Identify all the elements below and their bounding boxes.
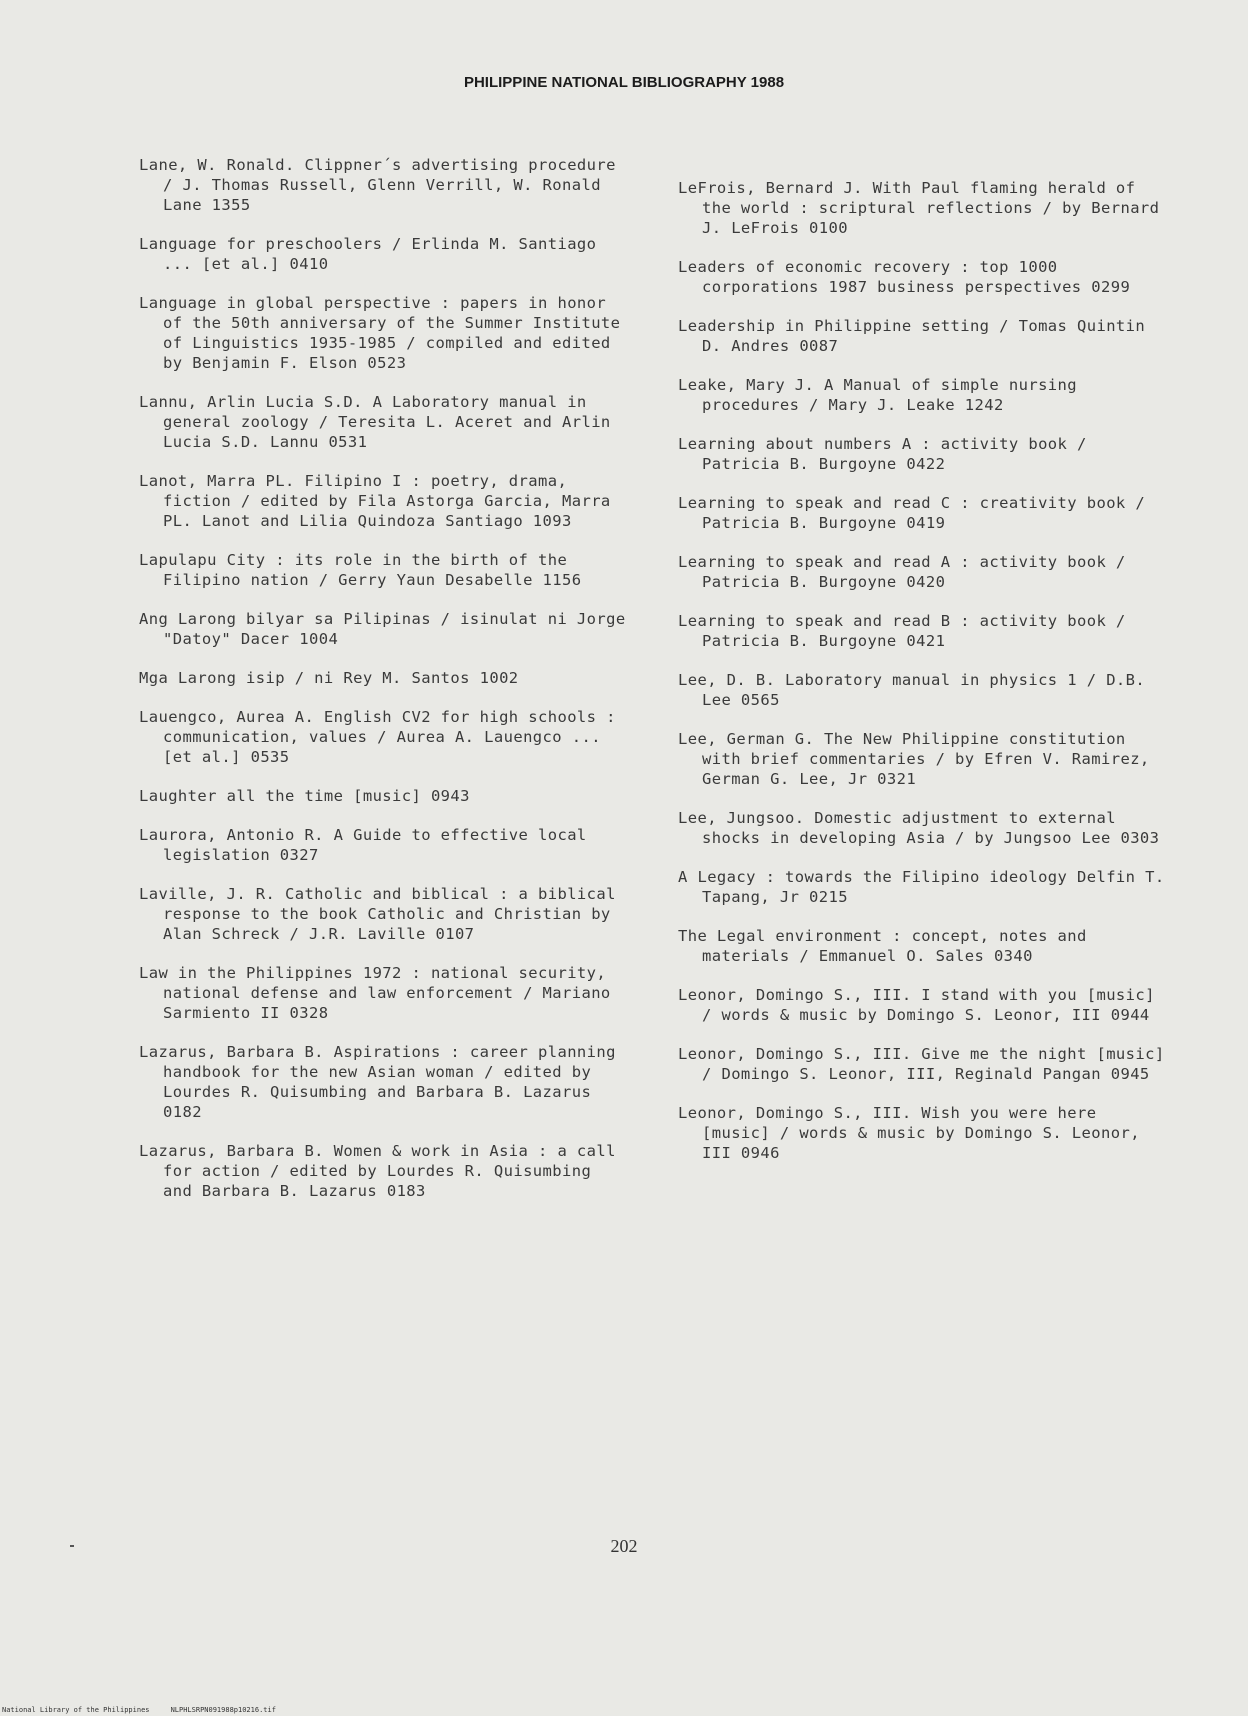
right-column [678,178,1168,1182]
bibliography-entry: Leonor, Domingo S., III. I stand with you [music] / words & music by Domingo S. Leonor, III 0944 [678,986,1155,1024]
left-column [139,155,629,1220]
scan-credit: National Library of the Philippines NLPHLSRPN091988p10216.tif [2,1706,276,1714]
bibliography-entry: Language in global perspective : papers in honor of the 50th anniversary of the Summer Institute of Linguistics 1935-1985 / compiled and edited by Benjamin F. Elson 0523 [139,294,621,372]
bibliography-entry: Laughter all the time [music] 0943 [139,787,470,805]
bibliography-entry: Leonor, Domingo S., III. Give me the night [music] / Domingo S. Leonor, III, Reginald Pangan 0945 [678,1045,1165,1083]
bibliography-entry: The Legal environment : concept, notes and materials / Emmanuel O. Sales 0340 [678,927,1087,965]
bibliography-entry: Learning about numbers A : activity book / Patricia B. Burgoyne 0422 [678,435,1087,473]
bibliography-entry: Lanot, Marra PL. Filipino I : poetry, drama, fiction / edited by Fila Astorga Garcia, Marra PL. Lanot and Lilia Quindoza Santiago 1093 [139,472,611,530]
page-number: 202 [610,1536,638,1556]
bibliography-entry: Leonor, Domingo S., III. Wish you were here [music] / words & music by Domingo S. Leonor, III 0946 [678,1104,1140,1162]
bibliography-entry: Learning to speak and read B : activity book / Patricia B. Burgoyne 0421 [678,612,1126,650]
bibliography-entry: LeFrois, Bernard J. With Paul flaming herald of the world : scriptural reflections / by Bernard J. LeFrois 0100 [678,179,1160,237]
bibliography-entry: Ang Larong bilyar sa Pilipinas / isinulat ni Jorge "Datoy" Dacer 1004 [139,610,626,648]
bibliography-entry: Lazarus, Barbara B. Aspirations : career planning handbook for the new Asian woman / edited by Lourdes R. Quisumbing and Barbara B. Lazarus 0182 [139,1043,616,1121]
bibliography-entry: Learning to speak and read A : activity book / Patricia B. Burgoyne 0420 [678,553,1126,591]
bibliography-entry: A Legacy : towards the Filipino ideology Delfin T. Tapang, Jr 0215 [678,868,1165,906]
bibliography-entry: Law in the Philippines 1972 : national security, national defense and law enforcement / Mariano Sarmiento II 0328 [139,964,611,1022]
bibliography-entry: Leaders of economic recovery : top 1000 corporations 1987 business perspectives 0299 [678,258,1131,296]
bibliography-entry: Lane, W. Ronald. Clippner´s advertising procedure / J. Thomas Russell, Glenn Verrill, W. Ronald Lane 1355 [139,156,616,214]
bibliography-entry: Lee, Jungsoo. Domestic adjustment to external shocks in developing Asia / by Jungsoo Lee 0303 [678,809,1160,847]
bibliography-entry: Leadership in Philippine setting / Tomas Quintin D. Andres 0087 [678,317,1146,355]
bibliography-entry: Laurora, Antonio R. A Guide to effective local legislation 0327 [139,826,587,864]
bibliography-entry: Lazarus, Barbara B. Women & work in Asia : a call for action / edited by Lourdes R. Quisumbing and Barbara B. Lazarus 0183 [139,1142,616,1200]
bibliography-entry: Learning to speak and read C : creativity book / Patricia B. Burgoyne 0419 [678,494,1146,532]
bibliography-entry: Lauengco, Aurea A. English CV2 for high schools : communication, values / Aurea A. Lauengco ... [et al.] 0535 [139,708,616,766]
bibliography-entry: Lannu, Arlin Lucia S.D. A Laboratory manual in general zoology / Teresita L. Aceret and Arlin Lucia S.D. Lannu 0531 [139,393,611,451]
bibliography-entry: Leake, Mary J. A Manual of simple nursing procedures / Mary J. Leake 1242 [678,376,1078,414]
bibliography-entry: Lee, D. B. Laboratory manual in physics 1 / D.B. Lee 0565 [678,671,1146,709]
bibliography-entry: Laville, J. R. Catholic and biblical : a biblical response to the book Catholic and Christian by Alan Schreck / J.R. Laville 0107 [139,885,616,943]
bibliography-entry: Mga Larong isip / ni Rey M. Santos 1002 [139,669,519,687]
bibliography-entry: Lee, German G. The New Philippine constitution with brief commentaries / by Efren V. Ramirez, German G. Lee, Jr 0321 [678,730,1150,788]
bibliography-entry: Lapulapu City : its role in the birth of the Filipino nation / Gerry Yaun Desabelle 1156 [139,551,582,589]
page-title: PHILIPPINE NATIONAL BIBLIOGRAPHY 1988 [463,74,785,91]
bibliography-entry: Language for preschoolers / Erlinda M. Santiago ... [et al.] 0410 [139,235,597,273]
